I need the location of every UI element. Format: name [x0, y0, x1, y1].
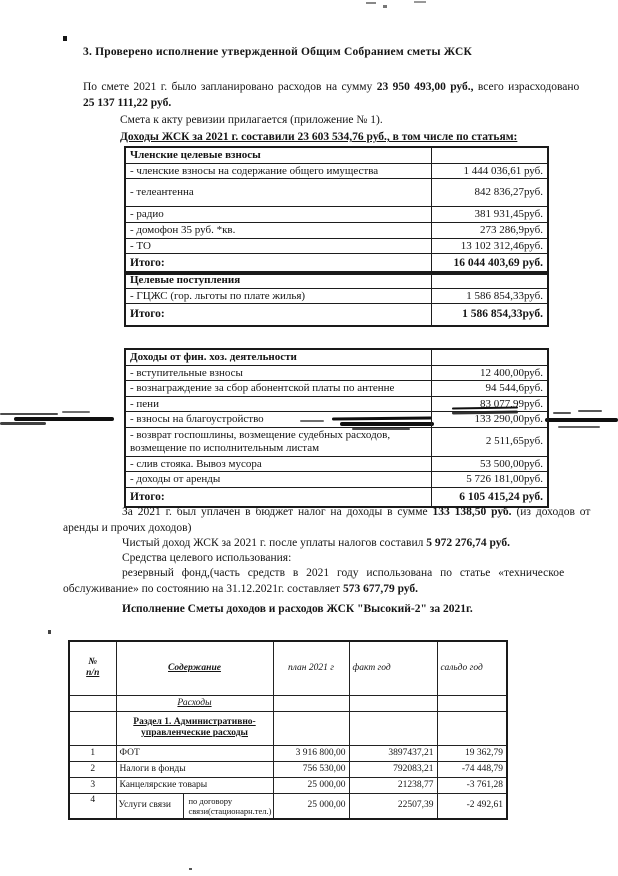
num-header-line1: №: [88, 657, 98, 668]
total-label: Итого:: [125, 304, 431, 326]
row-fact: 792083,21: [349, 761, 437, 777]
budget-row: [69, 793, 507, 819]
total-value: 6 105 415,24 руб.: [431, 487, 548, 507]
sub-line2: связи(стационарн.тел.): [188, 805, 272, 816]
num-header-line2: п/п: [86, 668, 100, 679]
col-header-plan: план 2021 г: [273, 641, 349, 695]
row-value: 83 077,99руб.: [431, 396, 548, 412]
table-row: [125, 381, 548, 397]
target-receipts-table: [124, 271, 549, 327]
row-label: - доходы от аренды: [125, 472, 431, 488]
table-header-cell: Членские целевые взносы: [125, 147, 431, 163]
budget-table: [68, 640, 508, 820]
table-row: [125, 238, 548, 254]
row-value: 53 500,00руб.: [431, 456, 548, 472]
row-plan: 756 530,00: [273, 761, 349, 777]
col-header-content: Содержание: [116, 641, 273, 695]
row-label: - радио: [125, 207, 431, 223]
row-label: - взносы на благоустройство: [125, 412, 431, 428]
row-saldo: -2 492,61: [437, 793, 507, 819]
scan-artifact: [414, 1, 426, 3]
table-row: [125, 472, 548, 488]
row-sub-label: [183, 794, 273, 818]
row-label: Налоги в фонды: [116, 761, 273, 777]
total-value: 16 044 403,69 руб.: [431, 254, 548, 274]
finance-income-table: [124, 348, 549, 508]
razdel-line2: управленческие расходы: [141, 728, 248, 738]
total-label: Итого:: [125, 487, 431, 507]
table-header-cell: Доходы от фин. хоз. деятельности: [125, 349, 431, 365]
row-label: - телеантенна: [125, 179, 431, 207]
smeta-heading: Исполнение Сметы доходов и расходов ЖСК "Высокий-2" за 2021г.: [122, 603, 473, 615]
table-row: [125, 427, 548, 456]
row-value: 1 586 854,33руб.: [431, 288, 548, 304]
table-row: [125, 288, 548, 304]
table-row: [125, 396, 548, 412]
table-row: [125, 179, 548, 207]
scan-smudge: [0, 422, 46, 425]
col-header-fact: факт год: [349, 641, 437, 695]
scan-artifact-dot: [63, 36, 67, 41]
scan-smudge: [553, 412, 571, 414]
row-label: - пени: [125, 396, 431, 412]
col-header-saldo: сальдо год: [437, 641, 507, 695]
scan-smudge: [14, 417, 114, 421]
empty-cell: [349, 695, 437, 711]
row-value: 273 286,9руб.: [431, 223, 548, 239]
row-value: 381 931,45руб.: [431, 207, 548, 223]
total-label: Итого:: [125, 254, 431, 274]
row-label: - вступительные взносы: [125, 365, 431, 381]
row-value: 133 290,00руб.: [431, 412, 548, 428]
table-total-row: [125, 304, 548, 326]
income-heading: Доходы ЖСК за 2021 г. составили 23 603 534,76 руб., в том числе по статьям:: [120, 131, 518, 143]
row-fact: 22507,39: [349, 793, 437, 819]
tax-line-5: резервный фонд,(часть средств в 2021 году использована по статье «техническое: [122, 567, 565, 579]
budget-razdel-row: [69, 711, 507, 745]
empty-cell: [437, 695, 507, 711]
table-row: [125, 207, 548, 223]
empty-cell: [69, 711, 116, 745]
row-label: - домофон 35 руб. *кв.: [125, 223, 431, 239]
row-value: 1 444 036,61 руб.: [431, 163, 548, 179]
row-saldo: -74 448,79: [437, 761, 507, 777]
row-fact: 21238,77: [349, 777, 437, 793]
intro-line-1: По смете 2021 г. было запланировано расходов на сумму 23 950 493,00 руб., всего израсходовано: [83, 81, 580, 93]
scan-artifact: [48, 630, 51, 634]
scan-smudge: [62, 411, 90, 413]
tax-line-2: аренды и прочих доходов): [63, 522, 192, 534]
row-label: - возврат госпошлины, возмещение судебных расходов, возмещение по исполнительным листам: [125, 427, 431, 456]
scan-artifact: [366, 2, 376, 4]
empty-cell: [273, 695, 349, 711]
table-row: [125, 223, 548, 239]
tax-line-4: Средства целевого использования:: [122, 552, 292, 564]
row-label-split: [116, 793, 273, 819]
table-header-cell: Целевые поступления: [125, 272, 431, 288]
scan-artifact: [189, 868, 192, 870]
razdel-label: [116, 711, 273, 745]
table-header-value: [431, 272, 548, 288]
sub-line1: по договору: [188, 795, 233, 806]
member-fees-table: [124, 146, 549, 275]
budget-row: [69, 777, 507, 793]
row-value: 13 102 312,46руб.: [431, 238, 548, 254]
table-row: [125, 456, 548, 472]
row-label: Канцелярские товары: [116, 777, 273, 793]
row-label: - ТО: [125, 238, 431, 254]
intro-line-2: 25 137 111,22 руб.: [83, 97, 172, 109]
row-value: 2 511,65руб.: [431, 427, 548, 456]
empty-cell: [273, 711, 349, 745]
table-row: [125, 412, 548, 428]
row-plan: 25 000,00: [273, 777, 349, 793]
scan-smudge: [578, 410, 602, 412]
scan-smudge: [0, 413, 58, 415]
row-value: 12 400,00руб.: [431, 365, 548, 381]
tax-line-3: Чистый доход ЖСК за 2021 г. после уплаты налогов составил 5 972 276,74 руб.: [122, 537, 510, 549]
table-header-value: [431, 349, 548, 365]
row-value: 842 836,27руб.: [431, 179, 548, 207]
col-header-num: [69, 641, 116, 695]
row-label: - членские взносы на содержание общего имущества: [125, 163, 431, 179]
row-num: 3: [69, 777, 116, 793]
row-num: 4: [69, 793, 116, 819]
budget-header-row: [69, 641, 507, 695]
budget-row: [69, 761, 507, 777]
empty-cell: [349, 711, 437, 745]
scan-artifact: [383, 5, 387, 8]
scan-smudge: [558, 426, 600, 428]
tax-line-1: За 2021 г. был уплачен в бюджет налог на доходы в сумме 133 138,50 руб. (из доходов от: [122, 506, 591, 518]
table-row: [125, 365, 548, 381]
table-header-value: [431, 147, 548, 163]
row-label: - слив стояка. Вывоз мусора: [125, 456, 431, 472]
row-label: Услуги связи: [118, 800, 171, 810]
row-num: 1: [69, 745, 116, 761]
razdel-line1: Раздел 1. Административно-: [133, 717, 256, 727]
row-value: 94 544,6руб.: [431, 381, 548, 397]
row-fact: 3897437,21: [349, 745, 437, 761]
scan-smudge: [545, 418, 618, 422]
row-plan: 3 916 800,00: [273, 745, 349, 761]
row-plan: 25 000,00: [273, 793, 349, 819]
table-row: [125, 163, 548, 179]
row-label: - вознаграждение за сбор абонентской платы по антенне: [125, 381, 431, 397]
row-label: - ГЦЖС (гор. льготы по плате жилья): [125, 288, 431, 304]
row-num: 2: [69, 761, 116, 777]
budget-row: [69, 745, 507, 761]
section-label: Расходы: [116, 695, 273, 711]
empty-cell: [437, 711, 507, 745]
row-label: ФОТ: [116, 745, 273, 761]
total-value: 1 586 854,33руб.: [431, 304, 548, 326]
budget-section-row: [69, 695, 507, 711]
tax-line-6: обслуживание» по состоянию на 31.12.2021г. составляет 573 677,79 руб.: [63, 583, 419, 595]
attachment-note: Смета к акту ревизии прилагается (приложение № 1).: [120, 114, 383, 126]
row-saldo: 19 362,79: [437, 745, 507, 761]
row-saldo: -3 761,28: [437, 777, 507, 793]
empty-cell: [69, 695, 116, 711]
table-total-row: [125, 487, 548, 507]
row-value: 5 726 181,00руб.: [431, 472, 548, 488]
section-heading: 3. Проверено исполнение утвержденной Общим Собранием сметы ЖСК: [83, 46, 473, 58]
